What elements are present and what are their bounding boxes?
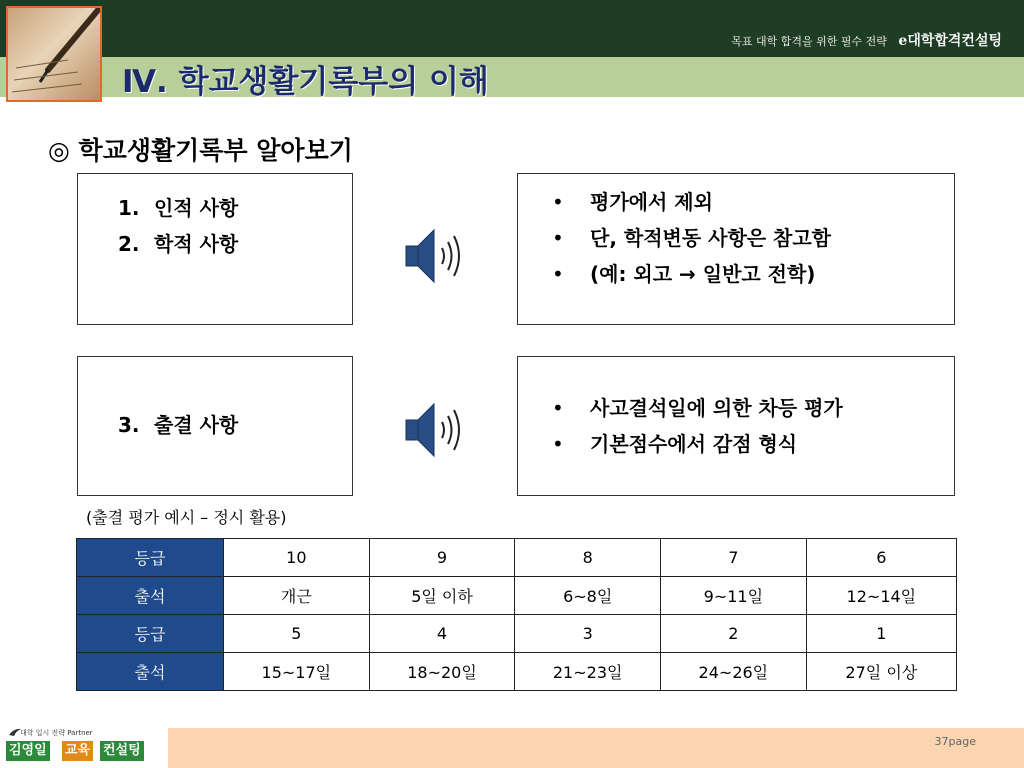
bullet-item: • 평가에서 제외 [552, 190, 713, 214]
logo-partner-text: 대학 입시 전략 Partner [20, 729, 93, 737]
table-row-header: 출석 [77, 653, 224, 691]
list-item-label: 학적 사항 [154, 232, 239, 256]
pen-writing-image [8, 8, 100, 100]
header-brand: e대학합격컨설팅 [898, 33, 1002, 49]
footer-bar [168, 728, 1024, 768]
table-cell: 7 [661, 539, 807, 577]
left-list-1 [118, 190, 238, 262]
right-bullets-2 [552, 390, 843, 462]
page-number: 37page [934, 735, 976, 748]
table-row-header: 출석 [77, 577, 224, 615]
table-cell: 6 [806, 539, 956, 577]
table-cell: 24~26일 [661, 653, 807, 691]
list-item: 2. 학적 사항 [118, 232, 239, 256]
list-item-label: 인적 사항 [154, 196, 239, 220]
table-row-header: 등급 [77, 539, 224, 577]
table-cell: 3 [515, 615, 661, 653]
bullet-item: • 단, 학적변동 사항은 참고함 [552, 226, 832, 250]
table-row [77, 577, 957, 615]
logo-part-consulting: 컨설팅 [100, 741, 144, 761]
left-list-2 [118, 407, 238, 443]
table-cell: 4 [369, 615, 515, 653]
list-item: 1. 인적 사항 [118, 196, 239, 220]
table-row [77, 615, 957, 653]
table-caption: (출결 평가 예시 – 정시 활용) [86, 508, 287, 527]
table-cell: 9 [369, 539, 515, 577]
attendance-table [76, 538, 957, 691]
table-row-header: 등급 [77, 615, 224, 653]
slide-title: Ⅳ. 학교생활기록부의 이해 [122, 64, 489, 100]
right-bullets-1 [552, 184, 831, 292]
header-tagline-group [731, 30, 1002, 50]
bullet-item: • (예: 외고 → 일반고 전학) [552, 262, 816, 286]
logo-part-edu: 교육 [62, 741, 93, 761]
company-logo [6, 724, 166, 766]
table-cell: 1 [806, 615, 956, 653]
section-subtitle: ◎ 학교생활기록부 알아보기 [48, 136, 353, 165]
table-cell: 5 [224, 615, 370, 653]
table-cell: 21~23일 [515, 653, 661, 691]
table-cell: 6~8일 [515, 577, 661, 615]
table-cell: 12~14일 [806, 577, 956, 615]
list-item: 3. 출결 사항 [118, 413, 239, 437]
logo-part-name: 김영일 [6, 741, 50, 761]
table-cell: 2 [661, 615, 807, 653]
header-photo [6, 6, 102, 102]
table-row [77, 539, 957, 577]
speaker-icon [404, 224, 468, 288]
table-cell: 8 [515, 539, 661, 577]
bullet-item: • 기본점수에서 감점 형식 [552, 432, 798, 456]
table-cell: 15~17일 [224, 653, 370, 691]
list-item-label: 출결 사항 [154, 413, 239, 437]
table-row [77, 653, 957, 691]
table-cell: 5일 이하 [369, 577, 515, 615]
table-cell: 27일 이상 [806, 653, 956, 691]
table-cell: 18~20일 [369, 653, 515, 691]
table-cell: 10 [224, 539, 370, 577]
table-cell: 9~11일 [661, 577, 807, 615]
speaker-icon [404, 398, 468, 462]
table-cell: 개근 [224, 577, 370, 615]
bullet-item: • 사고결석일에 의한 차등 평가 [552, 396, 843, 420]
header-tagline: 목표 대학 합격을 위한 필수 전략 [731, 35, 887, 48]
